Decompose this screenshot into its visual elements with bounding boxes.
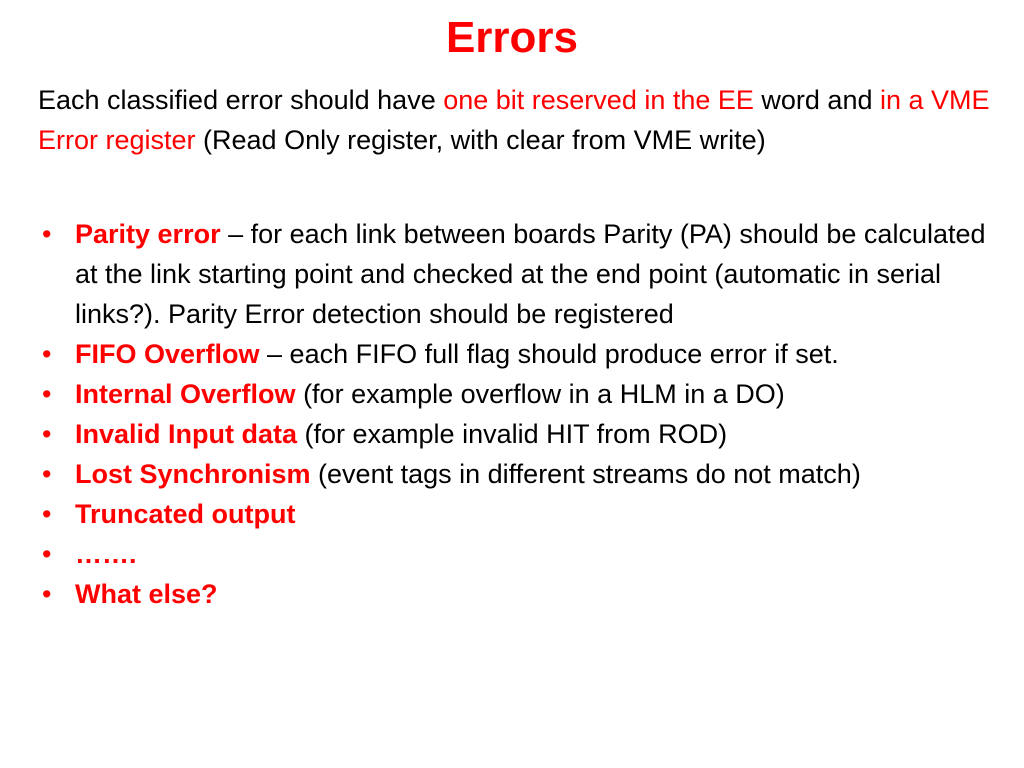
intro-text-2: word and xyxy=(753,85,880,115)
bullet-icon: • xyxy=(42,419,52,449)
slide-title: Errors xyxy=(445,13,579,62)
bullet-icon: • xyxy=(42,539,52,569)
bullet-icon: • xyxy=(42,499,52,529)
item-term: Internal Overflow xyxy=(75,379,296,409)
item-term: Invalid Input data xyxy=(75,419,298,449)
list-item-ellipsis xyxy=(38,534,998,574)
item-description: – each FIFO full flag should produce error if set. xyxy=(259,339,839,369)
bullet-icon: • xyxy=(42,379,52,409)
list-item-internal-overflow xyxy=(38,374,998,414)
item-description: (for example invalid HIT from ROD) xyxy=(297,419,728,449)
intro-paragraph xyxy=(38,80,998,160)
intro-text-1: Each classified error should have xyxy=(38,85,444,115)
list-item-parity-error xyxy=(38,214,998,334)
item-description: (event tags in different streams do not match) xyxy=(310,459,861,489)
intro-highlight-vme-register: in a VME Error register xyxy=(38,85,990,155)
item-term: Lost Synchronism xyxy=(75,459,311,489)
bullet-icon: • xyxy=(42,579,52,609)
error-list xyxy=(38,214,998,614)
list-item-what-else xyxy=(38,574,998,614)
item-term: Truncated output xyxy=(75,499,296,529)
bullet-icon: • xyxy=(42,339,52,369)
item-term: FIFO Overflow xyxy=(75,339,260,369)
item-term: What else? xyxy=(75,579,218,609)
item-description: – for each link between boards Parity (PA) should be calculated at the link starting point and checked at the end point (automatic in serial links?). Parity Error detection should be registered xyxy=(75,219,986,329)
item-description: (for example overflow in a HLM in a DO) xyxy=(295,379,785,409)
intro-highlight-ee-bit: one bit reserved in the EE xyxy=(443,85,754,115)
list-item-truncated-output xyxy=(38,494,998,534)
list-item-invalid-input-data xyxy=(38,414,998,454)
bullet-icon: • xyxy=(42,219,52,249)
intro-text-3: (Read Only register, with clear from VME write) xyxy=(195,125,766,155)
item-term: ……. xyxy=(75,539,137,569)
bullet-icon: • xyxy=(42,459,52,489)
list-item-lost-synchronism xyxy=(38,454,998,494)
item-term: Parity error xyxy=(75,219,221,249)
list-item-fifo-overflow xyxy=(38,334,998,374)
